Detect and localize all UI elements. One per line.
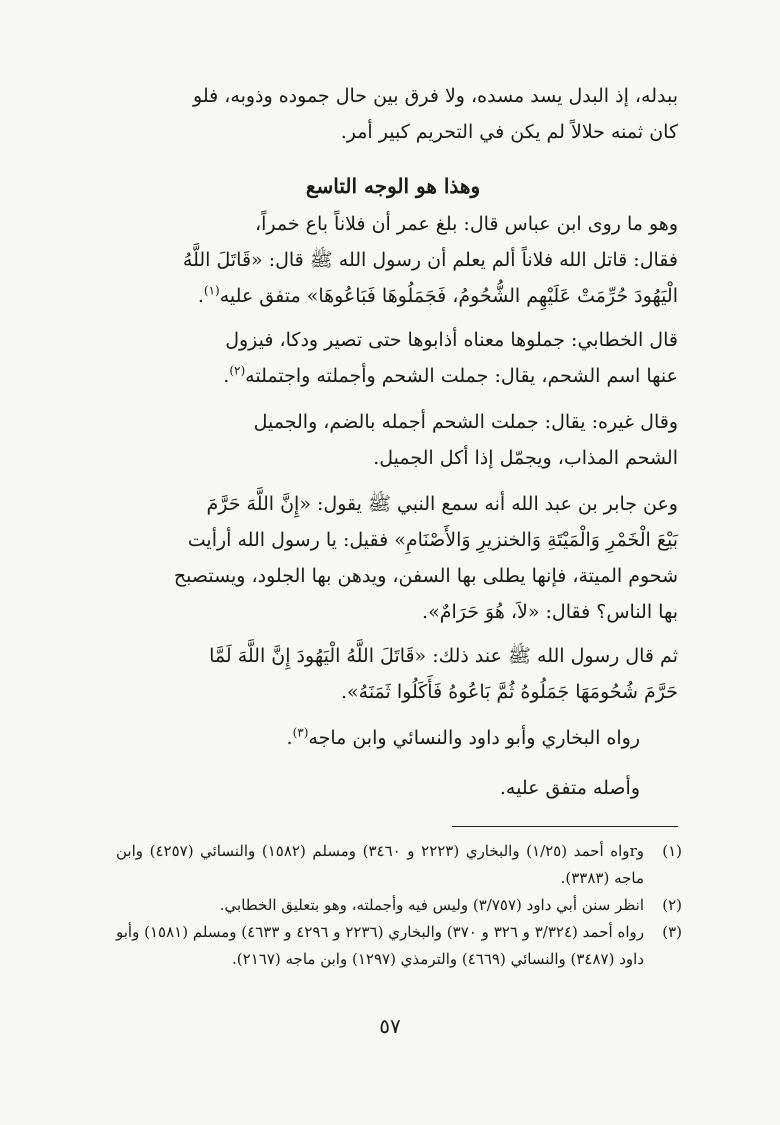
footnote-divider <box>452 826 678 827</box>
khattabi-paragraph <box>108 322 678 394</box>
footnote-text: رواه أحمد (٣/٣٢٤ و ٣٢٦ و ٣٧٠) والبخاري (٢٢٣٦ و ٤٢٩٦ و ٤٦٣٣) ومسلم (١٥٨١) وأبو داود (٣٤٨٧) والنسائي (٤٦٦٩) والترمذي (١٢٩٧) وابن ماجه (٢١٦٧). <box>116 923 644 968</box>
footnote-ref-3[interactable]: (٣) <box>292 725 309 740</box>
text-line: كان ثمنه حلالاً لم يكن في التحريم كبير أمر. <box>340 121 678 143</box>
text-line <box>108 278 678 314</box>
footnote-1 <box>116 838 682 892</box>
text-line: فقال: قاتل الله فلاناً ألم يعلم أن رسول الله ﷺ قال: «قَاتَلَ اللَّهُ <box>182 249 678 271</box>
section-heading: وهذا هو الوجه التاسع <box>305 174 481 198</box>
text-line: شحوم الميتة، فإنها يطلى بها السفن، ويدهن بها الجلود، ويستصبح <box>173 565 678 587</box>
text-run: . <box>223 365 230 387</box>
text-line: بها الناس؟ فقال: «لاَ، هُوَ حَرَامٌ». <box>422 601 678 623</box>
text-line <box>108 358 678 394</box>
text-line: ببدله، إذ البدل يسد مسده، ولا فرق بين حال جموده وذوبه، فلو <box>193 85 678 107</box>
text-line: وأصله متفق عليه. <box>499 777 640 799</box>
footnote-3 <box>116 919 682 973</box>
riwayah-line <box>108 720 678 756</box>
jabir-paragraph <box>108 486 678 630</box>
text-run: . <box>197 285 204 307</box>
thumma-paragraph <box>108 638 678 710</box>
page-number: ٥٧ <box>379 1014 401 1038</box>
text-run: رواه البخاري وأبو داود والنسائي وابن ماجه <box>308 727 640 749</box>
footnote-number: (٣) <box>662 923 682 941</box>
ibn-abbas-paragraph <box>108 206 678 314</box>
text-line: وقال غيره: يقال: جملت الشحم أجمله بالضم، والجميل <box>253 411 678 433</box>
footnote-text: وrواه أحمد (١/٢٥) والبخاري (٢٢٢٣ و ٣٤٦٠) ومسلم (١٥٨٢) والنسائي (٤٢٥٧) وابن ماجه (٣٣٨٣). <box>116 842 644 887</box>
text-line: بَيْعَ الْخَمْرِ وَالْمَيْتَةِ وَالخنزيرِ وَالأَصْنَامِ» فقيل: يا رسول الله أرأيت <box>187 529 678 551</box>
text-line: الشحم المذاب، ويجمّل إذا أكل الجميل. <box>373 447 678 469</box>
footnote-2 <box>116 892 682 919</box>
footnote-number: (٢) <box>662 896 682 914</box>
footnote-number: (١) <box>662 842 682 860</box>
text-line <box>108 720 678 756</box>
intro-paragraph <box>108 78 678 150</box>
text-line: ثم قال رسول الله ﷺ عند ذلك: «قَاتَلَ اللَّهُ الْيَهُودَ إِنَّ اللَّهَ لَمَّا <box>209 645 678 667</box>
asl-line <box>108 770 678 806</box>
text-line: حَرَّمَ شُحُومَهَا جَمَلُوهُ ثُمَّ بَاعُوهُ فَأَكَلُوا ثَمَنَهُ». <box>340 681 678 703</box>
ghayruhu-paragraph <box>108 404 678 476</box>
text-run: عنها اسم الشحم، يقال: جملت الشحم وأجملته واجتملته <box>245 365 678 387</box>
text-line: وهو ما روى ابن عباس قال: بلغ عمر أن فلاناً باع خمراً، <box>254 213 678 235</box>
text-line: وعن جابر بن عبد الله أنه سمع النبي ﷺ يقول: «إِنَّ اللَّهَ حَرَّمَ <box>206 493 678 515</box>
text-run: الْيَهُودَ حُرِّمَتْ عَلَيْهِم الشُّحُومُ، فَجَمَلُوهَا فَبَاعُوهَا» متفق عليه <box>219 285 678 307</box>
text-run: . <box>286 727 293 749</box>
footnote-text: انظر سنن أبي داود (٣/٧٥٧) وليس فيه وأجملته، وهو بتعليق الخطابي. <box>219 896 644 914</box>
footnote-ref-1[interactable]: (١) <box>203 283 220 298</box>
footnotes <box>116 838 682 973</box>
footnote-ref-2[interactable]: (٢) <box>229 363 246 378</box>
text-line: قال الخطابي: جملوها معناه أذابوها حتى تصير ودكا، فيزول <box>225 329 678 351</box>
